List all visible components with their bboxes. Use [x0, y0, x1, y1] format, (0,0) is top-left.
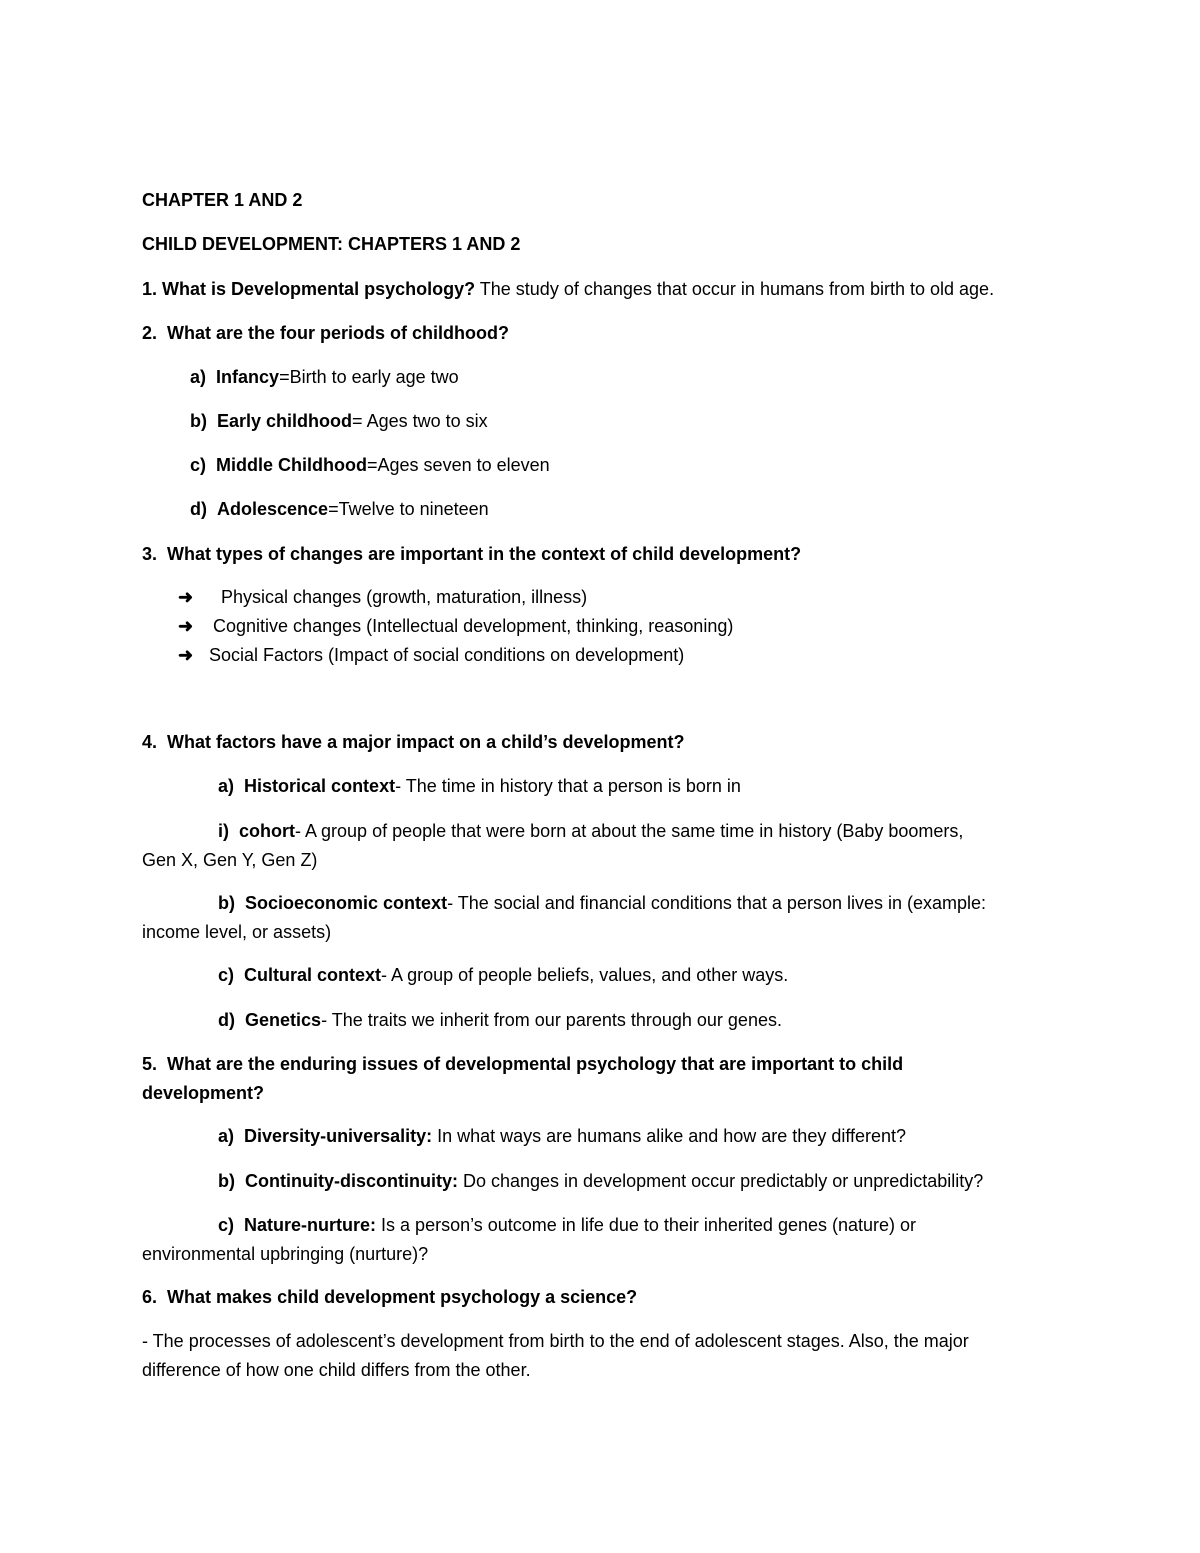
item-text: - The social and financial conditions that a person lives in (example:: [447, 893, 987, 913]
item-text: - A group of people that were born at about the same time in history (Baby boomers,: [295, 821, 964, 841]
list-item: [190, 498, 489, 520]
question-3: [142, 543, 801, 565]
item-text: - A group of people beliefs, values, and other ways.: [381, 965, 789, 985]
item-text: =Ages seven to eleven: [367, 455, 550, 475]
list-item: [218, 1214, 916, 1236]
item-term: cohort: [239, 821, 296, 841]
answer-text: - The processes of adolescent’s development from birth to the end of adolescent stages. Also, the major: [142, 1331, 969, 1351]
item-letter: c): [218, 965, 235, 985]
question-number: 5.: [142, 1054, 158, 1074]
item-letter: d): [218, 1010, 235, 1030]
item-letter: b): [218, 1171, 235, 1191]
bullet-item: [178, 586, 587, 608]
question-text: What is Developmental psychology?: [162, 279, 476, 299]
list-item: [218, 892, 986, 914]
document-subheading: CHILD DEVELOPMENT: CHAPTERS 1 AND 2: [142, 234, 521, 254]
item-letter: b): [218, 893, 235, 913]
item-text: Do changes in development occur predictably or unpredictability?: [457, 1171, 984, 1191]
item-text: - The time in history that a person is born in: [395, 776, 741, 796]
arrow-right-icon: ➜: [178, 645, 194, 665]
item-text: =Birth to early age two: [279, 367, 459, 387]
arrow-right-icon: ➜: [178, 616, 194, 636]
bullet-text: Social Factors (Impact of social conditions on development): [209, 645, 685, 665]
item-term: Adolescence: [217, 499, 329, 519]
answer-continuation: difference of how one child differs from the other.: [142, 1360, 531, 1380]
item-letter: i): [218, 821, 229, 841]
bullet-text: Cognitive changes (Intellectual development, thinking, reasoning): [213, 616, 734, 636]
list-item-continuation: income level, or assets): [142, 922, 332, 942]
question-number: 3.: [142, 544, 158, 564]
question-text: What makes child development psychology a science?: [167, 1287, 638, 1307]
arrow-right-icon: ➜: [178, 587, 194, 607]
item-letter: c): [190, 455, 207, 475]
list-item: [218, 775, 741, 797]
item-term: Genetics: [245, 1010, 322, 1030]
list-item: [218, 964, 788, 986]
item-letter: b): [190, 411, 207, 431]
question-6: [142, 1286, 637, 1308]
question-continuation: development?: [142, 1083, 265, 1103]
bullet-text: Physical changes (growth, maturation, illness): [221, 587, 588, 607]
question-number: 6.: [142, 1287, 158, 1307]
bullet-item: [178, 615, 733, 637]
list-item-continuation: Gen X, Gen Y, Gen Z): [142, 850, 318, 870]
item-letter: a): [190, 367, 207, 387]
item-text: - The traits we inherit from our parents through our genes.: [321, 1010, 782, 1030]
question-text: What types of changes are important in the context of child development?: [167, 544, 802, 564]
item-term: Diversity-universality:: [244, 1126, 433, 1146]
item-term: Nature-nurture:: [244, 1215, 377, 1235]
item-text: Is a person’s outcome in life due to their inherited genes (nature) or: [376, 1215, 917, 1235]
list-item: [218, 1170, 983, 1192]
list-item: [190, 454, 550, 476]
question-4: [142, 731, 685, 753]
question-2: [142, 322, 509, 344]
question-5: [142, 1053, 903, 1075]
answer-text: The study of changes that occur in humans from birth to old age.: [479, 279, 995, 299]
item-term: Middle Childhood: [216, 455, 368, 475]
question-number: 2.: [142, 323, 158, 343]
list-item: [218, 820, 963, 842]
item-term: Early childhood: [217, 411, 353, 431]
item-text: In what ways are humans alike and how are they different?: [432, 1126, 907, 1146]
item-letter: a): [218, 1126, 235, 1146]
question-number: 1.: [142, 279, 158, 299]
question-1: [142, 278, 994, 300]
list-item-continuation: environmental upbringing (nurture)?: [142, 1244, 429, 1264]
list-item: [190, 366, 459, 388]
list-item: [218, 1009, 782, 1031]
item-text: = Ages two to six: [352, 411, 488, 431]
item-term: Continuity-discontinuity:: [245, 1171, 458, 1191]
list-item: [218, 1125, 906, 1147]
item-term: Historical context: [244, 776, 396, 796]
question-text: What are the enduring issues of developmental psychology that are important to child: [167, 1054, 904, 1074]
item-letter: a): [218, 776, 235, 796]
question-text: What factors have a major impact on a child’s development?: [167, 732, 685, 752]
document-heading: CHAPTER 1 AND 2: [142, 190, 303, 210]
question-text: What are the four periods of childhood?: [167, 323, 510, 343]
item-letter: c): [218, 1215, 235, 1235]
item-term: Socioeconomic context: [245, 893, 448, 913]
item-term: Infancy: [216, 367, 280, 387]
item-letter: d): [190, 499, 207, 519]
item-text: =Twelve to nineteen: [328, 499, 489, 519]
bullet-item: [178, 644, 684, 666]
question-number: 4.: [142, 732, 158, 752]
item-term: Cultural context: [244, 965, 382, 985]
list-item: [190, 410, 488, 432]
